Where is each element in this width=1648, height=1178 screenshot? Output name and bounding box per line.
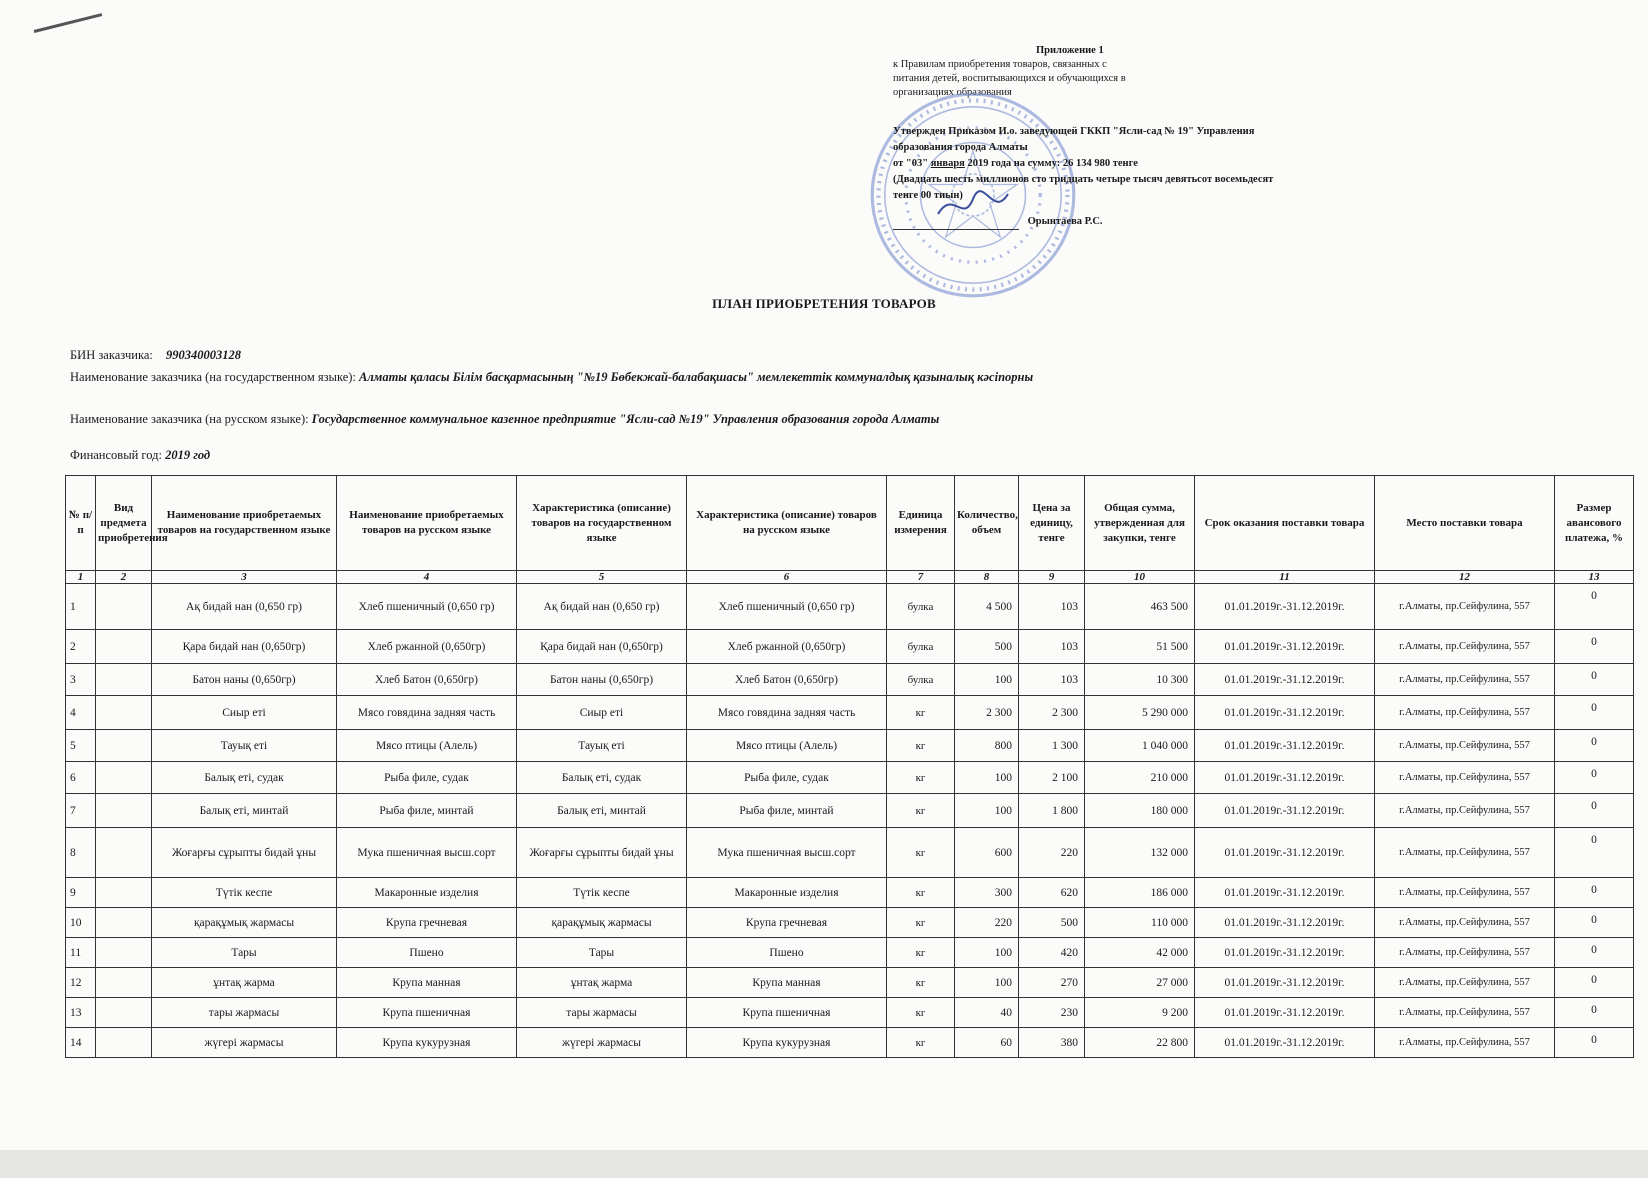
cell-total: 10 300 <box>1085 664 1195 696</box>
scan-bottom-edge <box>0 1150 1648 1178</box>
cell-name-kz: Тары <box>152 938 337 968</box>
plan-title: ПЛАН ПРИОБРЕТЕНИЯ ТОВАРОВ <box>712 296 936 311</box>
cell-name-ru: Крупа кукурузная <box>337 1028 517 1058</box>
cell-desc-ru: Мука пшеничная высш.сорт <box>687 828 887 878</box>
cell-desc-kz: Тауық еті <box>517 730 687 762</box>
cell-name-kz: Қара бидай нан (0,650гр) <box>152 630 337 664</box>
cell-price: 2 100 <box>1019 762 1085 794</box>
cell-price: 103 <box>1019 584 1085 630</box>
cell-desc-kz: жүгері жармасы <box>517 1028 687 1058</box>
cell-unit: кг <box>887 998 955 1028</box>
appendix-line: организациях образования <box>893 87 1012 98</box>
cell-period: 01.01.2019г.-31.12.2019г. <box>1195 968 1375 998</box>
cell-desc-ru: Пшено <box>687 938 887 968</box>
cell-unit: кг <box>887 696 955 730</box>
table-row <box>66 828 1634 878</box>
cell-qty: 220 <box>955 908 1019 938</box>
cell-period: 01.01.2019г.-31.12.2019г. <box>1195 762 1375 794</box>
cell-place: г.Алматы, пр.Сейфулина, 557 <box>1375 730 1555 762</box>
cell-period: 01.01.2019г.-31.12.2019г. <box>1195 794 1375 828</box>
cell-place: г.Алматы, пр.Сейфулина, 557 <box>1375 1028 1555 1058</box>
cell-desc-ru: Хлеб ржанной (0,650гр) <box>687 630 887 664</box>
cell-advance: 0 <box>1555 584 1634 630</box>
table-row <box>66 664 1634 696</box>
cell-kind <box>96 584 152 630</box>
cell-desc-kz: Сиыр еті <box>517 696 687 730</box>
column-number-row <box>66 571 1634 584</box>
cell-advance: 0 <box>1555 968 1634 998</box>
cell-name-kz: ұнтақ жарма <box>152 968 337 998</box>
cell-name-kz: Жоғарғы сұрыпты бидай ұны <box>152 828 337 878</box>
cell-unit: кг <box>887 878 955 908</box>
cell-total: 9 200 <box>1085 998 1195 1028</box>
cell-qty: 2 300 <box>955 696 1019 730</box>
column-header: Вид предмета приобретения <box>96 476 152 571</box>
cell-unit: кг <box>887 968 955 998</box>
cell-name-ru: Хлеб пшеничный (0,650 гр) <box>337 584 517 630</box>
cell-qty: 40 <box>955 998 1019 1028</box>
cell-total: 22 800 <box>1085 1028 1195 1058</box>
cell-price: 103 <box>1019 630 1085 664</box>
amount-in-words: (Двадцать шесть миллионов сто тридцать четыре тысяч девятьсот восемьдесят <box>893 174 1274 185</box>
financial-year-line <box>70 448 210 463</box>
table-row <box>66 696 1634 730</box>
cell-name-ru: Макаронные изделия <box>337 878 517 908</box>
approval-date-suffix: 2019 года на сумму: 26 134 980 тенге <box>967 158 1138 169</box>
column-header: № п/п <box>66 476 96 571</box>
cell-total: 186 000 <box>1085 878 1195 908</box>
column-header: Цена за единицу, тенге <box>1019 476 1085 571</box>
cell-name-ru: Хлеб ржанной (0,650гр) <box>337 630 517 664</box>
column-number: 3 <box>152 571 337 584</box>
column-header: Характеристика (описание) товаров на государственном языке <box>517 476 687 571</box>
cell-kind <box>96 878 152 908</box>
cell-advance: 0 <box>1555 828 1634 878</box>
column-header: Наименование приобретаемых товаров на русском языке <box>337 476 517 571</box>
approval-line: Утвержден Приказом И.о. заведующей ГККП "Ясли-сад № 19" Управления <box>893 126 1255 137</box>
signature-line <box>893 229 1019 230</box>
cell-unit: кг <box>887 908 955 938</box>
cell-place: г.Алматы, пр.Сейфулина, 557 <box>1375 664 1555 696</box>
cell-n: 10 <box>66 908 96 938</box>
financial-year-label: Финансовый год: <box>70 448 162 462</box>
cell-place: г.Алматы, пр.Сейфулина, 557 <box>1375 584 1555 630</box>
column-header: Характеристика (описание) товаров на русском языке <box>687 476 887 571</box>
cell-kind <box>96 696 152 730</box>
cell-period: 01.01.2019г.-31.12.2019г. <box>1195 878 1375 908</box>
cell-desc-ru: Крупа гречневая <box>687 908 887 938</box>
table-row <box>66 762 1634 794</box>
cell-qty: 100 <box>955 762 1019 794</box>
cell-n: 11 <box>66 938 96 968</box>
cell-price: 2 300 <box>1019 696 1085 730</box>
cell-qty: 4 500 <box>955 584 1019 630</box>
cell-price: 103 <box>1019 664 1085 696</box>
cell-desc-ru: Мясо говядина задняя часть <box>687 696 887 730</box>
table-row <box>66 878 1634 908</box>
approver-line <box>893 214 1413 230</box>
column-number: 9 <box>1019 571 1085 584</box>
cell-name-ru: Крупа пшеничная <box>337 998 517 1028</box>
cell-name-kz: Ақ бидай нан (0,650 гр) <box>152 584 337 630</box>
column-number: 8 <box>955 571 1019 584</box>
cell-qty: 100 <box>955 938 1019 968</box>
cell-total: 463 500 <box>1085 584 1195 630</box>
cell-unit: кг <box>887 794 955 828</box>
cell-period: 01.01.2019г.-31.12.2019г. <box>1195 696 1375 730</box>
signature-icon <box>933 184 1013 224</box>
appendix-line: питания детей, воспитывающихся и обучающихся в <box>893 73 1126 84</box>
cell-qty: 800 <box>955 730 1019 762</box>
table-row <box>66 908 1634 938</box>
cell-qty: 100 <box>955 794 1019 828</box>
cell-total: 210 000 <box>1085 762 1195 794</box>
cell-price: 1 300 <box>1019 730 1085 762</box>
cell-n: 2 <box>66 630 96 664</box>
table-row <box>66 730 1634 762</box>
cell-total: 42 000 <box>1085 938 1195 968</box>
cell-price: 220 <box>1019 828 1085 878</box>
approval-line: образования города Алматы <box>893 142 1028 153</box>
cell-price: 230 <box>1019 998 1085 1028</box>
approval-block <box>893 124 1413 230</box>
cell-n: 14 <box>66 1028 96 1058</box>
column-header: Место поставки товара <box>1375 476 1555 571</box>
cell-n: 5 <box>66 730 96 762</box>
column-header: Общая сумма, утвержденная для закупки, тенге <box>1085 476 1195 571</box>
cell-total: 27 000 <box>1085 968 1195 998</box>
cell-desc-kz: Қара бидай нан (0,650гр) <box>517 630 687 664</box>
cell-total: 51 500 <box>1085 630 1195 664</box>
cell-qty: 500 <box>955 630 1019 664</box>
cell-name-ru: Мясо говядина задняя часть <box>337 696 517 730</box>
cell-name-kz: Балық еті, судак <box>152 762 337 794</box>
cell-kind <box>96 730 152 762</box>
appendix-line: к Правилам приобретения товаров, связанных с <box>893 59 1107 70</box>
cell-place: г.Алматы, пр.Сейфулина, 557 <box>1375 828 1555 878</box>
cell-name-kz: тары жармасы <box>152 998 337 1028</box>
cell-unit: булка <box>887 664 955 696</box>
approval-date <box>893 156 1413 172</box>
cell-desc-ru: Хлеб Батон (0,650гр) <box>687 664 887 696</box>
column-number: 12 <box>1375 571 1555 584</box>
table-row <box>66 794 1634 828</box>
cell-place: г.Алматы, пр.Сейфулина, 557 <box>1375 998 1555 1028</box>
cell-period: 01.01.2019г.-31.12.2019г. <box>1195 584 1375 630</box>
cell-unit: булка <box>887 630 955 664</box>
table-body <box>66 584 1634 1058</box>
cell-kind <box>96 762 152 794</box>
cell-place: г.Алматы, пр.Сейфулина, 557 <box>1375 794 1555 828</box>
cell-total: 5 290 000 <box>1085 696 1195 730</box>
cell-name-ru: Мука пшеничная высш.сорт <box>337 828 517 878</box>
cell-unit: кг <box>887 1028 955 1058</box>
column-number: 4 <box>337 571 517 584</box>
cell-qty: 60 <box>955 1028 1019 1058</box>
column-number: 1 <box>66 571 96 584</box>
column-header: Количество, объем <box>955 476 1019 571</box>
cell-price: 500 <box>1019 908 1085 938</box>
cell-total: 180 000 <box>1085 794 1195 828</box>
cell-name-kz: Балық еті, минтай <box>152 794 337 828</box>
cell-kind <box>96 1028 152 1058</box>
cell-desc-kz: қарақұмық жармасы <box>517 908 687 938</box>
cell-kind <box>96 968 152 998</box>
cell-period: 01.01.2019г.-31.12.2019г. <box>1195 828 1375 878</box>
column-number: 7 <box>887 571 955 584</box>
cell-desc-kz: Балық еті, судак <box>517 762 687 794</box>
cell-desc-ru: Хлеб пшеничный (0,650 гр) <box>687 584 887 630</box>
table-header-row <box>66 476 1634 571</box>
column-number: 5 <box>517 571 687 584</box>
cell-period: 01.01.2019г.-31.12.2019г. <box>1195 1028 1375 1058</box>
cell-kind <box>96 938 152 968</box>
financial-year-value: 2019 год <box>165 448 211 462</box>
cell-name-kz: жүгері жармасы <box>152 1028 337 1058</box>
cell-kind <box>96 998 152 1028</box>
cell-price: 1 800 <box>1019 794 1085 828</box>
column-header: Единица измерения <box>887 476 955 571</box>
appendix-title: Приложение 1 <box>1036 45 1104 56</box>
cell-n: 6 <box>66 762 96 794</box>
cell-name-kz: Тауық еті <box>152 730 337 762</box>
table-row <box>66 968 1634 998</box>
column-header: Наименование приобретаемых товаров на государственном языке <box>152 476 337 571</box>
cell-desc-kz: Батон наны (0,650гр) <box>517 664 687 696</box>
column-number: 13 <box>1555 571 1634 584</box>
column-number: 6 <box>687 571 887 584</box>
corner-mark <box>34 13 103 33</box>
cell-desc-kz: ұнтақ жарма <box>517 968 687 998</box>
cell-n: 13 <box>66 998 96 1028</box>
cell-name-kz: Батон наны (0,650гр) <box>152 664 337 696</box>
table-row <box>66 998 1634 1028</box>
cell-desc-ru: Крупа пшеничная <box>687 998 887 1028</box>
cell-price: 420 <box>1019 938 1085 968</box>
cell-name-ru: Крупа манная <box>337 968 517 998</box>
cell-advance: 0 <box>1555 762 1634 794</box>
cell-n: 4 <box>66 696 96 730</box>
cell-advance: 0 <box>1555 696 1634 730</box>
cell-place: г.Алматы, пр.Сейфулина, 557 <box>1375 696 1555 730</box>
approval-date-month: января <box>930 158 965 169</box>
column-number: 10 <box>1085 571 1195 584</box>
cell-desc-kz: Жоғарғы сұрыпты бидай ұны <box>517 828 687 878</box>
bin-label: БИН заказчика: <box>70 348 153 362</box>
cell-period: 01.01.2019г.-31.12.2019г. <box>1195 908 1375 938</box>
cell-total: 1 040 000 <box>1085 730 1195 762</box>
cell-desc-ru: Крупа кукурузная <box>687 1028 887 1058</box>
amount-in-words: тенге 00 тиын) <box>893 190 963 201</box>
table-row <box>66 1028 1634 1058</box>
cell-qty: 100 <box>955 664 1019 696</box>
cell-qty: 300 <box>955 878 1019 908</box>
cell-unit: кг <box>887 938 955 968</box>
cell-n: 8 <box>66 828 96 878</box>
bin-value: 990340003128 <box>165 348 241 362</box>
cell-unit: кг <box>887 828 955 878</box>
cell-qty: 600 <box>955 828 1019 878</box>
column-header: Размер авансового платежа, % <box>1555 476 1634 571</box>
cell-n: 3 <box>66 664 96 696</box>
customer-name-kz-line <box>70 370 1033 385</box>
column-header: Срок оказания поставки товара <box>1195 476 1375 571</box>
cell-price: 270 <box>1019 968 1085 998</box>
cell-advance: 0 <box>1555 630 1634 664</box>
cell-advance: 0 <box>1555 908 1634 938</box>
cell-name-kz: қарақұмық жармасы <box>152 908 337 938</box>
cell-advance: 0 <box>1555 794 1634 828</box>
cell-desc-kz: Түтік кеспе <box>517 878 687 908</box>
cell-place: г.Алматы, пр.Сейфулина, 557 <box>1375 908 1555 938</box>
cell-advance: 0 <box>1555 664 1634 696</box>
cell-name-ru: Рыба филе, минтай <box>337 794 517 828</box>
approval-date-prefix: от "03" <box>893 158 929 169</box>
cell-desc-ru: Рыба филе, судак <box>687 762 887 794</box>
cell-name-ru: Крупа гречневая <box>337 908 517 938</box>
cell-place: г.Алматы, пр.Сейфулина, 557 <box>1375 762 1555 794</box>
cell-unit: кг <box>887 762 955 794</box>
cell-desc-kz: Балық еті, минтай <box>517 794 687 828</box>
column-number: 11 <box>1195 571 1375 584</box>
cell-desc-ru: Мясо птицы (Алель) <box>687 730 887 762</box>
table-row <box>66 584 1634 630</box>
cell-period: 01.01.2019г.-31.12.2019г. <box>1195 998 1375 1028</box>
customer-name-kz-value: Алматы қаласы Білім басқармасының "№19 Бөбекжай-балабақшасы" мемлекеттік коммуналдық қазыналық кәсіпорны <box>359 370 1034 384</box>
cell-name-kz: Сиыр еті <box>152 696 337 730</box>
cell-place: г.Алматы, пр.Сейфулина, 557 <box>1375 630 1555 664</box>
table-row <box>66 630 1634 664</box>
cell-advance: 0 <box>1555 938 1634 968</box>
cell-desc-kz: Тары <box>517 938 687 968</box>
cell-kind <box>96 794 152 828</box>
cell-kind <box>96 630 152 664</box>
procurement-plan-table <box>65 475 1634 1058</box>
customer-name-ru-label: Наименование заказчика (на русском языке): <box>70 412 309 426</box>
cell-qty: 100 <box>955 968 1019 998</box>
cell-desc-kz: Ақ бидай нан (0,650 гр) <box>517 584 687 630</box>
cell-advance: 0 <box>1555 878 1634 908</box>
cell-desc-kz: тары жармасы <box>517 998 687 1028</box>
cell-price: 620 <box>1019 878 1085 908</box>
customer-name-ru-value: Государственное коммунальное казенное предприятие "Ясли-сад №19" Управления образования города Алматы <box>311 412 940 426</box>
cell-period: 01.01.2019г.-31.12.2019г. <box>1195 730 1375 762</box>
table-row <box>66 938 1634 968</box>
cell-period: 01.01.2019г.-31.12.2019г. <box>1195 630 1375 664</box>
cell-place: г.Алматы, пр.Сейфулина, 557 <box>1375 938 1555 968</box>
cell-desc-ru: Макаронные изделия <box>687 878 887 908</box>
customer-name-kz-label: Наименование заказчика (на государственном языке): <box>70 370 356 384</box>
cell-desc-ru: Рыба филе, минтай <box>687 794 887 828</box>
cell-n: 12 <box>66 968 96 998</box>
cell-n: 9 <box>66 878 96 908</box>
cell-unit: кг <box>887 730 955 762</box>
cell-unit: булка <box>887 584 955 630</box>
bin-line <box>70 348 241 363</box>
cell-kind <box>96 664 152 696</box>
cell-period: 01.01.2019г.-31.12.2019г. <box>1195 664 1375 696</box>
cell-name-ru: Мясо птицы (Алель) <box>337 730 517 762</box>
cell-advance: 0 <box>1555 1028 1634 1058</box>
cell-name-ru: Рыба филе, судак <box>337 762 517 794</box>
cell-advance: 0 <box>1555 730 1634 762</box>
cell-total: 132 000 <box>1085 828 1195 878</box>
cell-total: 110 000 <box>1085 908 1195 938</box>
cell-kind <box>96 908 152 938</box>
customer-name-ru-line <box>70 412 939 427</box>
approver-name: Орынтаева Р.С. <box>1027 216 1103 227</box>
cell-period: 01.01.2019г.-31.12.2019г. <box>1195 938 1375 968</box>
cell-kind <box>96 828 152 878</box>
cell-place: г.Алматы, пр.Сейфулина, 557 <box>1375 968 1555 998</box>
cell-price: 380 <box>1019 1028 1085 1058</box>
cell-place: г.Алматы, пр.Сейфулина, 557 <box>1375 878 1555 908</box>
cell-name-kz: Түтік кеспе <box>152 878 337 908</box>
cell-name-ru: Хлеб Батон (0,650гр) <box>337 664 517 696</box>
cell-advance: 0 <box>1555 998 1634 1028</box>
column-number: 2 <box>96 571 152 584</box>
cell-desc-ru: Крупа манная <box>687 968 887 998</box>
cell-name-ru: Пшено <box>337 938 517 968</box>
cell-n: 7 <box>66 794 96 828</box>
cell-n: 1 <box>66 584 96 630</box>
